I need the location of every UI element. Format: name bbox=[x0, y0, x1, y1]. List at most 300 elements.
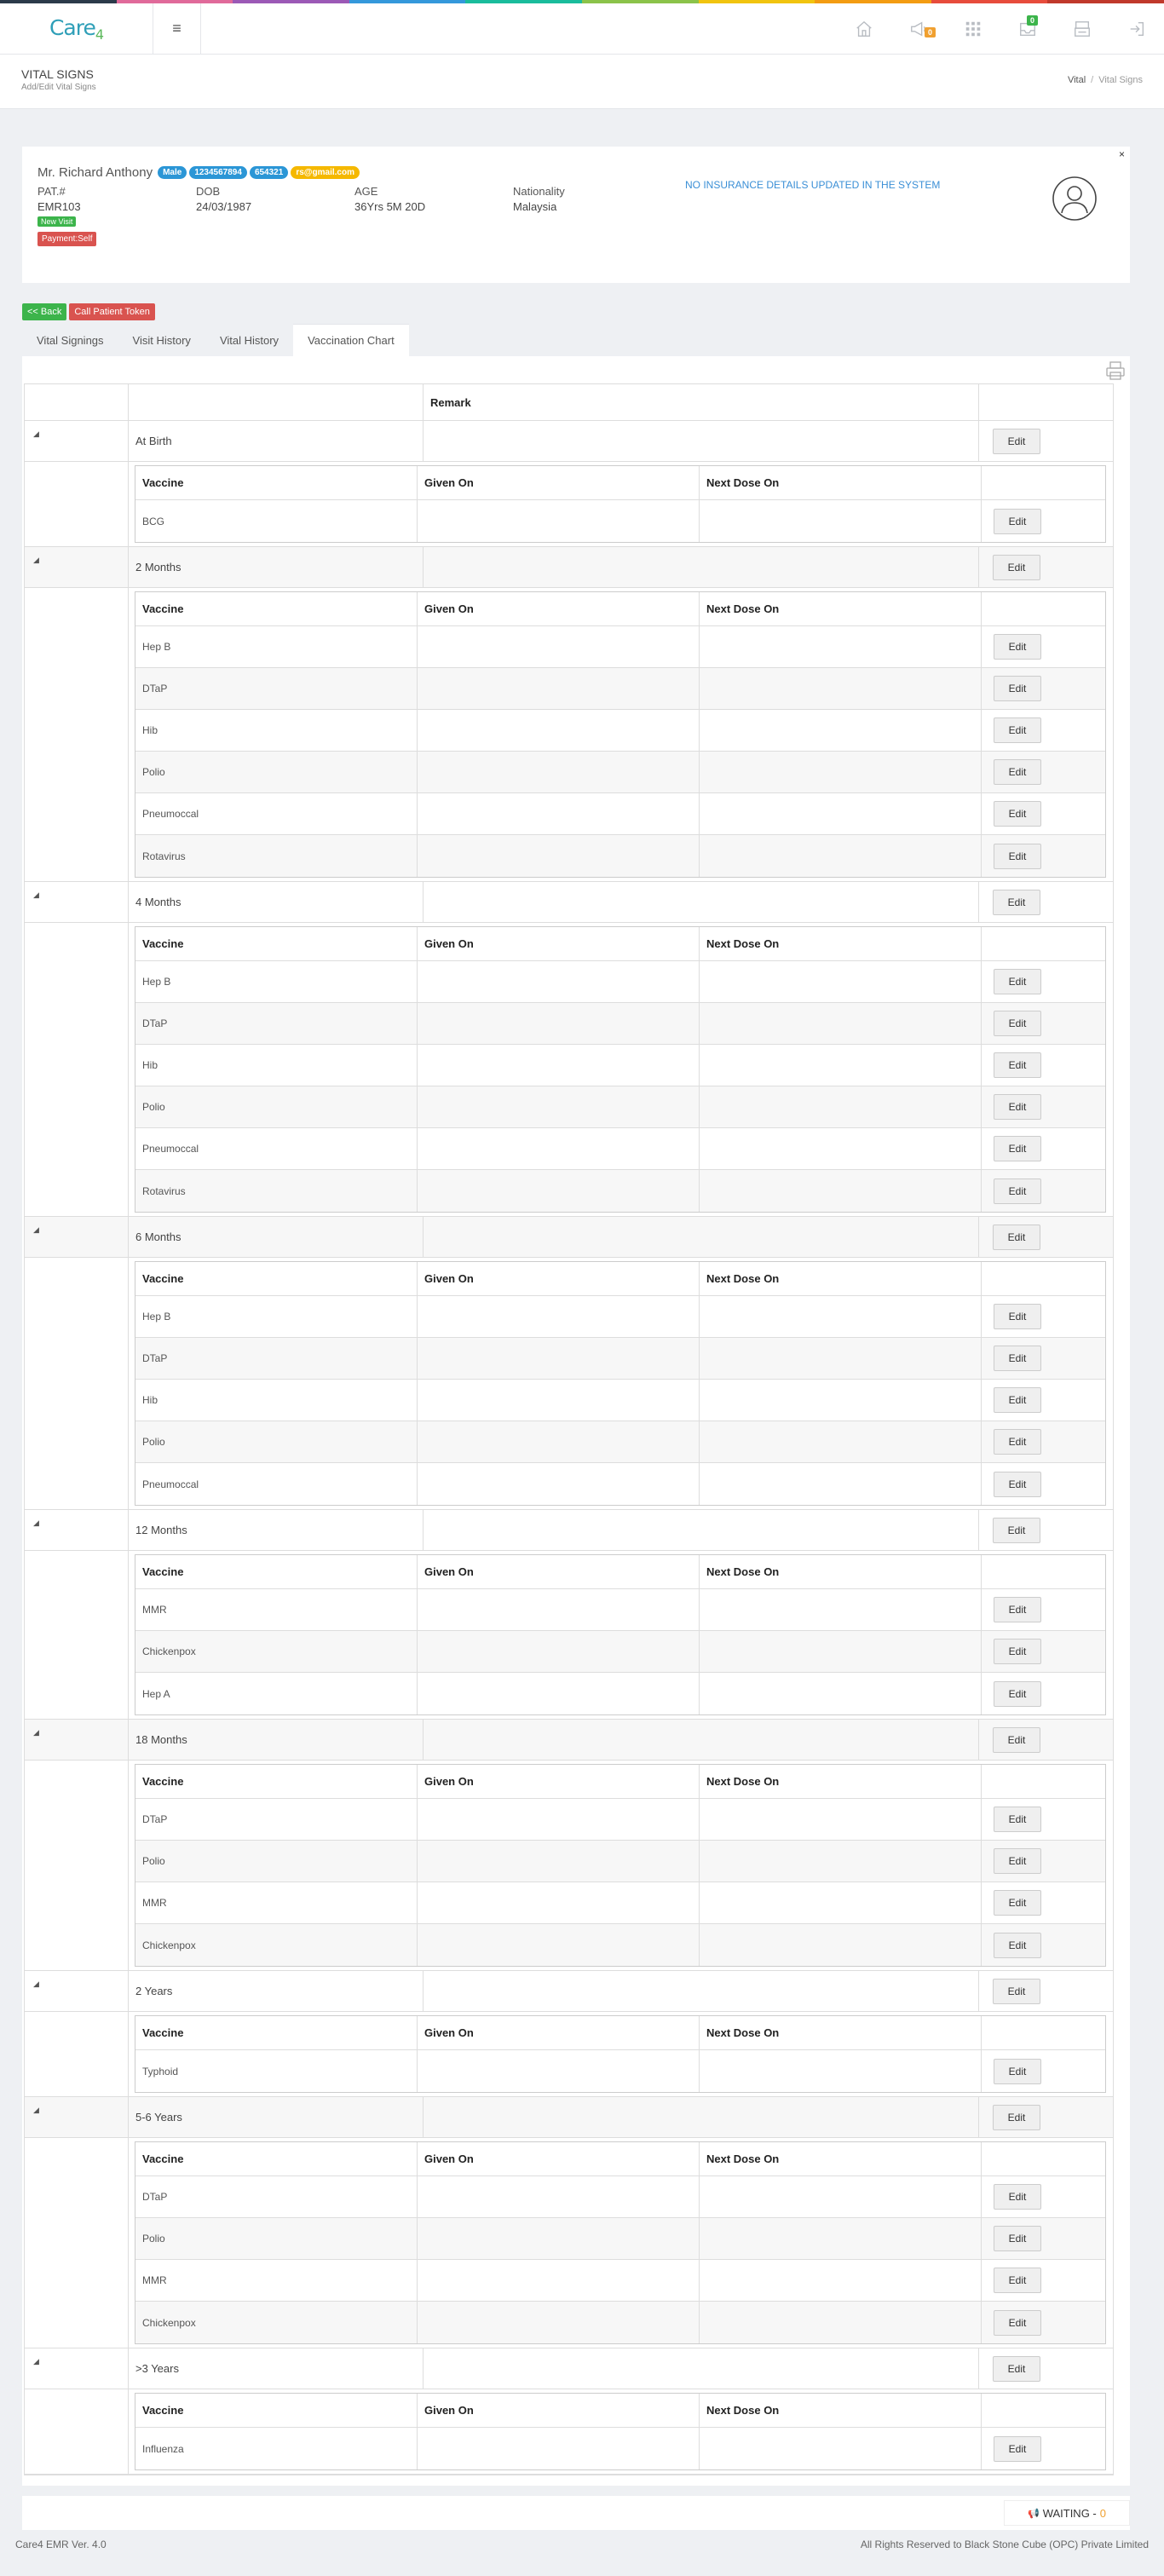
table-row bbox=[135, 1882, 1105, 1924]
given-on-cell bbox=[418, 1421, 700, 1462]
age-group-body bbox=[25, 1551, 1113, 1719]
payment-tag: Payment:Self bbox=[37, 232, 96, 246]
table-row bbox=[135, 626, 1105, 668]
page-title: VITAL SIGNS bbox=[21, 67, 94, 81]
edit-button[interactable]: Edit bbox=[993, 890, 1040, 915]
group-actions bbox=[979, 421, 1113, 461]
vaccine-header: Vaccine bbox=[135, 466, 418, 499]
age-group-label: 2 Years bbox=[129, 1971, 424, 2011]
spacer bbox=[25, 2138, 129, 2348]
vaccine-table-header bbox=[135, 2016, 1105, 2050]
next-dose-cell bbox=[700, 1882, 982, 1923]
row-actions bbox=[982, 2302, 1105, 2343]
remark-cell bbox=[424, 2097, 979, 2137]
actions-header bbox=[982, 2016, 1105, 2049]
vaccine-table-wrap bbox=[129, 2389, 1113, 2474]
age-group-row bbox=[25, 2348, 1113, 2389]
tab-vital-signings[interactable]: Vital Signings bbox=[37, 333, 104, 347]
vaccine-header: Vaccine bbox=[135, 2394, 418, 2427]
patient-details bbox=[37, 185, 1115, 246]
logo[interactable] bbox=[0, 3, 153, 55]
next-dose-header: Next Dose On bbox=[700, 2142, 982, 2175]
vaccine-table-header bbox=[135, 2142, 1105, 2176]
given-on-cell bbox=[418, 668, 700, 709]
given-on-cell bbox=[418, 961, 700, 1002]
given-on-cell bbox=[418, 2302, 700, 2343]
age-group bbox=[25, 1217, 1113, 1510]
visit-tag: New Visit bbox=[37, 216, 76, 227]
tab-vaccination-chart[interactable]: Vaccination Chart bbox=[293, 324, 409, 356]
row-actions bbox=[982, 1296, 1105, 1337]
apps-grid-icon[interactable] bbox=[946, 3, 1000, 55]
row-actions bbox=[982, 1045, 1105, 1086]
vaccine-name: Hep B bbox=[135, 1296, 418, 1337]
edit-button[interactable]: Edit bbox=[994, 801, 1041, 827]
next-dose-cell bbox=[700, 1631, 982, 1672]
back-button[interactable]: << Back bbox=[22, 303, 66, 320]
age-group-body bbox=[25, 1258, 1113, 1509]
patient-field-pat bbox=[37, 185, 196, 246]
group-actions bbox=[979, 1217, 1113, 1257]
vaccine-table-wrap bbox=[129, 2138, 1113, 2348]
age-group-body bbox=[25, 2389, 1113, 2474]
age-group bbox=[25, 547, 1113, 882]
tab-bar bbox=[22, 324, 1130, 356]
given-on-cell bbox=[418, 1128, 700, 1169]
edit-button[interactable]: Edit bbox=[994, 1681, 1041, 1707]
expand-toggle-icon[interactable]: ◢ bbox=[25, 882, 129, 922]
table-row bbox=[135, 1128, 1105, 1170]
next-dose-cell bbox=[700, 710, 982, 751]
next-dose-header: Next Dose On bbox=[700, 927, 982, 960]
edit-button[interactable]: Edit bbox=[993, 1518, 1040, 1543]
logo-text: Care bbox=[49, 14, 95, 40]
expand-toggle-icon[interactable]: ◢ bbox=[25, 1720, 129, 1760]
expand-toggle-icon[interactable]: ◢ bbox=[25, 547, 129, 587]
vaccine-header: Vaccine bbox=[135, 2142, 418, 2175]
field-label: DOB bbox=[196, 185, 221, 198]
table-row bbox=[135, 1338, 1105, 1380]
given-on-cell bbox=[418, 752, 700, 792]
row-actions bbox=[982, 1924, 1105, 1966]
vaccination-panel bbox=[22, 356, 1130, 2486]
remark-cell bbox=[424, 1971, 979, 2011]
edit-button[interactable]: Edit bbox=[994, 1179, 1041, 1204]
edit-button[interactable]: Edit bbox=[994, 759, 1041, 785]
table-row bbox=[135, 1380, 1105, 1421]
next-dose-cell bbox=[700, 2218, 982, 2259]
chart-header bbox=[25, 384, 1113, 421]
given-on-header: Given On bbox=[418, 2016, 700, 2049]
given-on-cell bbox=[418, 1463, 700, 1505]
vaccine-name: DTaP bbox=[135, 1003, 418, 1044]
age-group-body bbox=[25, 462, 1113, 546]
next-dose-cell bbox=[700, 1589, 982, 1630]
given-on-cell bbox=[418, 2260, 700, 2301]
inbox-icon[interactable] bbox=[1000, 3, 1055, 55]
color-bar-segment bbox=[233, 0, 349, 3]
edit-button[interactable]: Edit bbox=[993, 1225, 1040, 1250]
next-dose-cell bbox=[700, 1673, 982, 1714]
table-row bbox=[135, 710, 1105, 752]
header-icons bbox=[837, 3, 1164, 55]
spacer bbox=[25, 2012, 129, 2096]
spacer bbox=[25, 1761, 129, 1970]
patient-card bbox=[22, 147, 1130, 283]
table-row bbox=[135, 1421, 1105, 1463]
row-actions bbox=[982, 1380, 1105, 1421]
given-on-cell bbox=[418, 793, 700, 834]
edit-button[interactable]: Edit bbox=[993, 429, 1040, 454]
next-dose-cell bbox=[700, 1841, 982, 1882]
edit-button[interactable]: Edit bbox=[994, 1807, 1041, 1832]
field-value: 24/03/1987 bbox=[196, 200, 252, 213]
group-actions bbox=[979, 1971, 1113, 2011]
waiting-widget[interactable] bbox=[1004, 2500, 1130, 2526]
given-on-cell bbox=[418, 1799, 700, 1840]
given-on-cell bbox=[418, 1631, 700, 1672]
remark-cell bbox=[424, 2348, 979, 2389]
edit-button[interactable]: Edit bbox=[994, 2436, 1041, 2462]
table-row bbox=[135, 961, 1105, 1003]
table-row bbox=[135, 1463, 1105, 1505]
phone-badge: 1234567894 bbox=[189, 166, 247, 179]
edit-button[interactable]: Edit bbox=[994, 1848, 1041, 1874]
edit-button[interactable]: Edit bbox=[993, 1727, 1040, 1753]
next-dose-cell bbox=[700, 1463, 982, 1505]
vaccine-name: Chickenpox bbox=[135, 1631, 418, 1672]
given-on-header: Given On bbox=[418, 927, 700, 960]
vaccine-table-wrap bbox=[129, 923, 1113, 1216]
remark-header: Remark bbox=[424, 384, 979, 420]
vaccine-table-wrap bbox=[129, 1551, 1113, 1719]
group-actions bbox=[979, 2348, 1113, 2389]
given-on-header: Given On bbox=[418, 1262, 700, 1295]
close-icon[interactable]: × bbox=[1118, 148, 1125, 160]
next-dose-cell bbox=[700, 2302, 982, 2343]
given-on-cell bbox=[418, 2176, 700, 2217]
given-on-cell bbox=[418, 1003, 700, 1044]
vaccine-table bbox=[135, 926, 1106, 1213]
vaccine-table bbox=[135, 2393, 1106, 2470]
row-actions bbox=[982, 710, 1105, 751]
row-actions bbox=[982, 1882, 1105, 1923]
remark-cell bbox=[424, 1720, 979, 1760]
edit-button[interactable]: Edit bbox=[993, 555, 1040, 580]
edit-button[interactable]: Edit bbox=[994, 2268, 1041, 2293]
vaccine-name: DTaP bbox=[135, 1338, 418, 1379]
printer-tray-icon[interactable] bbox=[1055, 3, 1109, 55]
footer-version: Care4 EMR Ver. 4.0 bbox=[15, 2539, 107, 2550]
home-icon[interactable] bbox=[837, 3, 891, 55]
row-actions bbox=[982, 2176, 1105, 2217]
edit-button[interactable]: Edit bbox=[994, 2059, 1041, 2084]
vaccine-name: BCG bbox=[135, 500, 418, 542]
table-row bbox=[135, 2260, 1105, 2302]
vaccine-header: Vaccine bbox=[135, 1555, 418, 1588]
edit-button[interactable]: Edit bbox=[994, 1136, 1041, 1161]
vaccine-table-header bbox=[135, 592, 1105, 626]
vaccine-header: Vaccine bbox=[135, 927, 418, 960]
vaccine-name: Pneumoccal bbox=[135, 1463, 418, 1505]
next-dose-header: Next Dose On bbox=[700, 1262, 982, 1295]
vaccination-chart bbox=[24, 383, 1114, 2475]
vaccine-table-header bbox=[135, 466, 1105, 500]
edit-button[interactable]: Edit bbox=[993, 2105, 1040, 2130]
table-row bbox=[135, 668, 1105, 710]
age-group-label: 18 Months bbox=[129, 1720, 424, 1760]
table-row bbox=[135, 2428, 1105, 2469]
next-dose-cell bbox=[700, 793, 982, 834]
waiting-label: WAITING - bbox=[1042, 2506, 1097, 2520]
color-bar-segment bbox=[465, 0, 582, 3]
age-group-row bbox=[25, 1971, 1113, 2012]
vaccine-name: Chickenpox bbox=[135, 2302, 418, 2343]
next-dose-cell bbox=[700, 1045, 982, 1086]
edit-button[interactable]: Edit bbox=[993, 2356, 1040, 2382]
vaccine-table-wrap bbox=[129, 2012, 1113, 2096]
next-dose-cell bbox=[700, 1003, 982, 1044]
edit-button[interactable]: Edit bbox=[994, 1052, 1041, 1078]
remark-cell bbox=[424, 1510, 979, 1550]
footer-rights: All Rights Reserved to Black Stone Cube (OPC) Private Limited bbox=[860, 2539, 1149, 2550]
next-dose-header: Next Dose On bbox=[700, 2016, 982, 2049]
vaccine-table-header bbox=[135, 927, 1105, 961]
age-group bbox=[25, 1510, 1113, 1720]
age-group bbox=[25, 2097, 1113, 2348]
call-token-button[interactable]: Call Patient Token bbox=[69, 303, 154, 320]
next-dose-cell bbox=[700, 2176, 982, 2217]
actions-header bbox=[982, 466, 1105, 499]
logout-icon[interactable] bbox=[1109, 3, 1164, 55]
age-group-row bbox=[25, 547, 1113, 588]
code-badge: 654321 bbox=[250, 166, 288, 179]
top-header bbox=[0, 3, 1164, 55]
gender-badge: Male bbox=[158, 166, 187, 179]
edit-button[interactable]: Edit bbox=[994, 1639, 1041, 1664]
table-row bbox=[135, 793, 1105, 835]
edit-button[interactable]: Edit bbox=[994, 1597, 1041, 1622]
given-on-cell bbox=[418, 626, 700, 667]
spacer bbox=[25, 1258, 129, 1509]
given-on-cell bbox=[418, 835, 700, 877]
vaccine-name: Hib bbox=[135, 1380, 418, 1421]
vaccine-table bbox=[135, 1554, 1106, 1715]
color-bar-segment bbox=[349, 0, 466, 3]
edit-button[interactable]: Edit bbox=[994, 1011, 1041, 1036]
given-on-cell bbox=[418, 1338, 700, 1379]
edit-button[interactable]: Edit bbox=[994, 1346, 1041, 1371]
given-on-cell bbox=[418, 1882, 700, 1923]
table-row bbox=[135, 752, 1105, 793]
vaccine-header: Vaccine bbox=[135, 2016, 418, 2049]
megaphone-icon[interactable] bbox=[891, 3, 946, 55]
edit-button[interactable]: Edit bbox=[994, 1304, 1041, 1329]
expand-toggle-icon[interactable]: ◢ bbox=[25, 2348, 129, 2389]
remark-cell bbox=[424, 1217, 979, 1257]
print-icon[interactable] bbox=[1104, 360, 1127, 382]
age-group-row bbox=[25, 882, 1113, 923]
edit-button[interactable]: Edit bbox=[994, 717, 1041, 743]
edit-button[interactable]: Edit bbox=[994, 634, 1041, 660]
edit-button[interactable]: Edit bbox=[994, 1094, 1041, 1120]
age-group bbox=[25, 1971, 1113, 2097]
next-dose-cell bbox=[700, 668, 982, 709]
age-group-body bbox=[25, 588, 1113, 881]
given-on-cell bbox=[418, 2050, 700, 2092]
edit-button[interactable]: Edit bbox=[994, 1933, 1041, 1958]
vaccine-name: Pneumoccal bbox=[135, 793, 418, 834]
spacer bbox=[25, 588, 129, 881]
given-on-cell bbox=[418, 1086, 700, 1127]
vaccine-name: Polio bbox=[135, 1421, 418, 1462]
expand-toggle-icon[interactable]: ◢ bbox=[25, 421, 129, 461]
field-value: EMR103 bbox=[37, 200, 81, 213]
next-dose-cell bbox=[700, 2260, 982, 2301]
age-group-row bbox=[25, 1217, 1113, 1258]
vaccine-name: Influenza bbox=[135, 2428, 418, 2469]
expand-toggle-icon[interactable]: ◢ bbox=[25, 1971, 129, 2011]
next-dose-header: Next Dose On bbox=[700, 592, 982, 625]
given-on-cell bbox=[418, 1380, 700, 1421]
notification-badge: 0 bbox=[925, 27, 936, 37]
vaccine-name: Polio bbox=[135, 1841, 418, 1882]
row-actions bbox=[982, 1463, 1105, 1505]
given-on-cell bbox=[418, 1589, 700, 1630]
row-actions bbox=[982, 1841, 1105, 1882]
patient-header bbox=[37, 165, 1115, 180]
edit-button[interactable]: Edit bbox=[994, 969, 1041, 994]
given-on-cell bbox=[418, 710, 700, 751]
next-dose-header: Next Dose On bbox=[700, 1555, 982, 1588]
given-on-header: Given On bbox=[418, 2394, 700, 2427]
color-bar-segment bbox=[699, 0, 815, 3]
row-actions bbox=[982, 835, 1105, 877]
vaccine-name: Polio bbox=[135, 752, 418, 792]
next-dose-cell bbox=[700, 2050, 982, 2092]
table-row bbox=[135, 1673, 1105, 1714]
vaccine-name: DTaP bbox=[135, 1799, 418, 1840]
spacer bbox=[25, 923, 129, 1216]
field-label: Nationality bbox=[513, 185, 565, 198]
age-group-label: 6 Months bbox=[129, 1217, 424, 1257]
vaccine-name: Hep B bbox=[135, 961, 418, 1002]
table-row bbox=[135, 1799, 1105, 1841]
tab-visit-history[interactable]: Visit History bbox=[132, 333, 191, 347]
vaccine-table-wrap bbox=[129, 1258, 1113, 1509]
row-actions bbox=[982, 1128, 1105, 1169]
table-row bbox=[135, 1086, 1105, 1128]
field-label: PAT.# bbox=[37, 185, 66, 198]
group-actions bbox=[979, 882, 1113, 922]
field-value: Malaysia bbox=[513, 200, 557, 213]
spacer bbox=[25, 2389, 129, 2474]
actions-header bbox=[982, 1555, 1105, 1588]
given-on-header: Given On bbox=[418, 592, 700, 625]
table-row bbox=[135, 1841, 1105, 1882]
group-actions bbox=[979, 1720, 1113, 1760]
vaccine-table-header bbox=[135, 2394, 1105, 2428]
given-on-header: Given On bbox=[418, 1555, 700, 1588]
next-dose-header: Next Dose On bbox=[700, 466, 982, 499]
row-actions bbox=[982, 752, 1105, 792]
edit-button[interactable]: Edit bbox=[994, 2226, 1041, 2251]
row-actions bbox=[982, 500, 1105, 542]
age-group-label: 5-6 Years bbox=[129, 2097, 424, 2137]
vaccine-name: Hep B bbox=[135, 626, 418, 667]
breadcrumb-separator: / bbox=[1091, 75, 1094, 85]
next-dose-cell bbox=[700, 1380, 982, 1421]
row-actions bbox=[982, 1338, 1105, 1379]
vaccine-name: DTaP bbox=[135, 2176, 418, 2217]
megaphone-icon: 📢 bbox=[1027, 2508, 1040, 2519]
expand-toggle-icon[interactable]: ◢ bbox=[25, 2097, 129, 2137]
given-on-cell bbox=[418, 2428, 700, 2469]
edit-button[interactable]: Edit bbox=[994, 676, 1041, 701]
table-row bbox=[135, 2050, 1105, 2092]
given-on-cell bbox=[418, 1170, 700, 1212]
given-on-cell bbox=[418, 1673, 700, 1714]
edit-button[interactable]: Edit bbox=[994, 1387, 1041, 1413]
age-group bbox=[25, 1720, 1113, 1971]
edit-button[interactable]: Edit bbox=[994, 1890, 1041, 1916]
actions-header bbox=[982, 927, 1105, 960]
patient-name: Mr. Richard Anthony bbox=[37, 165, 153, 180]
age-group-body bbox=[25, 923, 1113, 1216]
vaccine-name: DTaP bbox=[135, 668, 418, 709]
given-on-header: Given On bbox=[418, 466, 700, 499]
row-actions bbox=[982, 2050, 1105, 2092]
breadcrumb-vital[interactable]: Vital bbox=[1067, 75, 1086, 85]
table-row bbox=[135, 2218, 1105, 2260]
vaccine-name: Hep A bbox=[135, 1673, 418, 1714]
row-actions bbox=[982, 1589, 1105, 1630]
row-actions bbox=[982, 668, 1105, 709]
edit-button[interactable]: Edit bbox=[994, 509, 1041, 534]
expand-toggle-icon[interactable]: ◢ bbox=[25, 1510, 129, 1550]
edit-button[interactable]: Edit bbox=[994, 2310, 1041, 2336]
given-on-cell bbox=[418, 1045, 700, 1086]
vaccine-name: Rotavirus bbox=[135, 1170, 418, 1212]
expand-toggle-icon[interactable]: ◢ bbox=[25, 1217, 129, 1257]
waiting-bar bbox=[22, 2496, 1130, 2530]
edit-button[interactable]: Edit bbox=[994, 2184, 1041, 2210]
edit-button[interactable]: Edit bbox=[994, 844, 1041, 869]
vaccine-header: Vaccine bbox=[135, 592, 418, 625]
patient-field-dob bbox=[196, 185, 354, 246]
next-dose-cell bbox=[700, 835, 982, 877]
vaccine-table bbox=[135, 2015, 1106, 2093]
row-actions bbox=[982, 1421, 1105, 1462]
edit-button[interactable]: Edit bbox=[994, 1472, 1041, 1497]
hamburger-icon[interactable]: ≡ bbox=[153, 3, 201, 55]
tab-vital-history[interactable]: Vital History bbox=[219, 333, 279, 347]
table-row bbox=[135, 1296, 1105, 1338]
age-group-body bbox=[25, 2012, 1113, 2096]
row-actions bbox=[982, 2218, 1105, 2259]
actions-header bbox=[982, 1765, 1105, 1798]
row-actions bbox=[982, 1003, 1105, 1044]
actions-header bbox=[982, 592, 1105, 625]
age-group-body bbox=[25, 2138, 1113, 2348]
page-footer bbox=[0, 2530, 1164, 2559]
edit-button[interactable]: Edit bbox=[994, 1429, 1041, 1455]
vaccine-table bbox=[135, 465, 1106, 543]
vaccine-table-wrap bbox=[129, 588, 1113, 881]
row-actions bbox=[982, 961, 1105, 1002]
action-buttons bbox=[22, 303, 1130, 320]
edit-button[interactable]: Edit bbox=[993, 1979, 1040, 2004]
